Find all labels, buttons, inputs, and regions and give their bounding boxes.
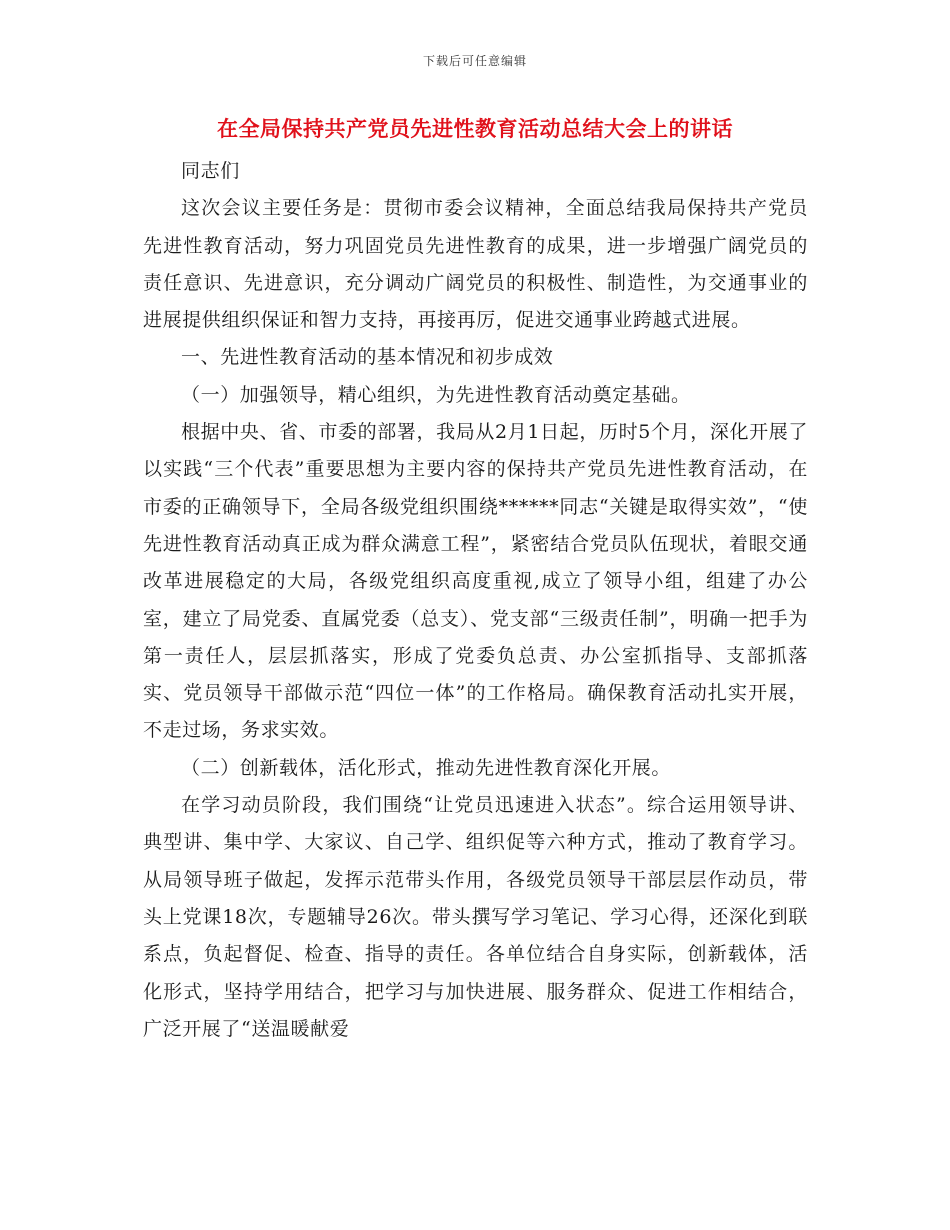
paragraph-intro: 这次会议主要任务是：贯彻市委会议精神，全面总结我局保持共产党员先进性教育活动，努力巩固党员先进性教育的成果，进一步增强广阔党员的责任意识、先进意识，充分调动广阔党员的积极性、制造性，为交通事业的进展提供组织保证和智力支持，再接再厉，促进交通事业跨越式进展。 — [143, 197, 808, 332]
document-title: 在全局保持共产党员先进性教育活动总结大会上的讲话 — [217, 116, 733, 141]
subsection-heading-1: （一）加强领导，精心组织，为先进性教育活动奠定基础。 — [181, 383, 691, 406]
paragraph-body-1: 根据中央、省、市委的部署，我局从2月1日起，历时5个月，深化开展了以实践“三个代表”重要思想为主要内容的保持共产党员先进性教育活动，在市委的正确领导下，全局各级党组织围绕******同志“关键是取得实效”，“使先进性教育活动真正成为群众满意工程”，紧密结合党员队伍现状，着眼交通改革进展稳定的大局，各级党组织高度重视,成立了领导小组，组建了办公室，建立了局党委、直属党委（总支）、党支部“三级责任制”，明确一把手为第一责任人，层层抓落实，形成了党委负总责、办公室抓指导、支部抓落实、党员领导干部做示范“四位一体”的工作格局。确保教育活动扎实开展，不走过场，务求实效。 — [143, 421, 808, 742]
paragraph-body-2: 在学习动员阶段，我们围绕“让党员迅速进入状态”。综合运用领导讲、典型讲、集中学、大家议、自己学、组织促等六种方式，推动了教育学习。从局领导班子做起，发挥示范带头作用，各级党员领导干部层层作动员，带头上党课18次，专题辅导26次。带头撰写学习笔记、学习心得，还深化到联系点，负起督促、检查、指导的责任。各单位结合自身实际，创新载体，活化形式，坚持学用结合，把学习与加快进展、服务群众、促进工作相结合，广泛开展了“送温暖献爱 — [143, 794, 808, 1040]
section-heading-1: 一、先进性教育活动的基本情况和初步成效 — [181, 346, 554, 369]
header-note: 下载后可任意编辑 — [422, 54, 527, 68]
subsection-heading-2: （二）创新载体，活化形式，推动先进性教育深化开展。 — [181, 756, 672, 779]
document-body — [143, 153, 808, 1048]
paragraph-salutation: 同志们 — [181, 160, 240, 182]
